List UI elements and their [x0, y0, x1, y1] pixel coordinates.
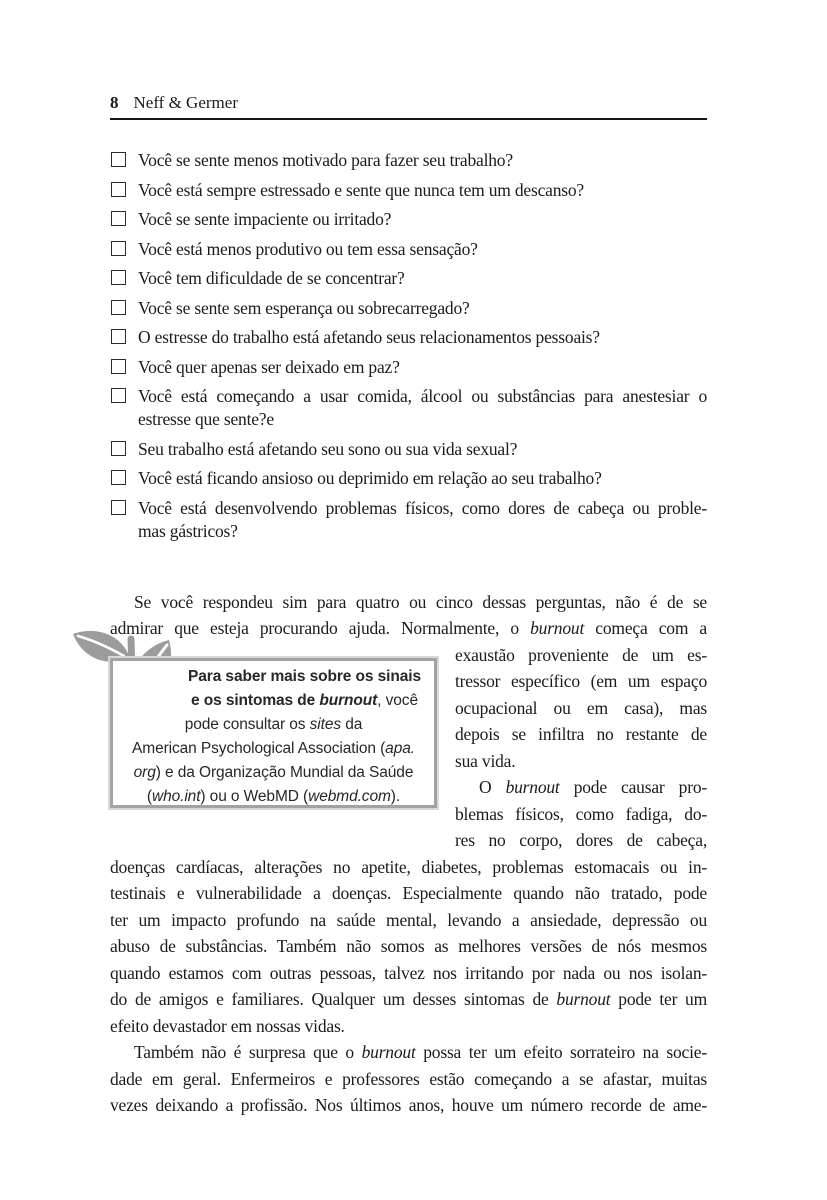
text-line: Você quer apenas ser deixado em paz?	[138, 356, 400, 377]
header-rule	[110, 118, 707, 120]
text-line: ocupacional ou em casa), mas	[455, 697, 707, 718]
text-line: abuso de substâncias. Também não somos as melhores versões de nós mesmos	[110, 936, 707, 956]
checklist-item-text	[138, 497, 707, 543]
checkbox-icon[interactable]	[111, 500, 126, 515]
text-line: estresse que sente?e	[138, 409, 274, 429]
checklist-item	[110, 467, 707, 490]
checkbox-icon[interactable]	[111, 441, 126, 456]
checkbox-icon[interactable]	[111, 182, 126, 197]
text-line: doenças cardíacas, alterações no apetite, diabetes, problemas estomacais ou in-	[110, 856, 707, 877]
checkbox-icon[interactable]	[111, 270, 126, 285]
text-line: blemas físicos, como fadiga, do-	[455, 803, 707, 824]
checkbox-icon[interactable]	[111, 359, 126, 374]
checkbox-icon[interactable]	[111, 300, 126, 315]
text-line: O estresse do trabalho está afetando seus relacionamentos pessoais?	[138, 327, 600, 347]
checklist-item-text	[138, 208, 707, 231]
text-line: Você se sente menos motivado para fazer seu trabalho?	[138, 150, 513, 170]
wrap-section	[110, 642, 707, 1040]
checklist-item	[110, 149, 707, 172]
text-line: Você está começando a usar comida, álcool ou substâncias para anestesiar o	[138, 386, 707, 406]
text-line: Você está desenvolvendo problemas físicos, como dores de cabeça ou proble-	[138, 497, 707, 518]
text-line: do de amigos e familiares. Qualquer um desses sintomas de burnout pode ter um	[110, 989, 707, 1009]
checkbox-icon[interactable]	[111, 388, 126, 403]
checklist-item-text	[138, 238, 707, 261]
text-line: dade em geral. Enfermeiros e professores estão começando a se afastar, muitas	[110, 1068, 707, 1089]
infobox	[110, 658, 437, 808]
checklist-item	[110, 179, 707, 202]
text-line: Você se sente impaciente ou irritado?	[138, 209, 392, 229]
checklist-item	[110, 238, 707, 261]
checklist-item	[110, 267, 707, 290]
checkbox-icon[interactable]	[111, 211, 126, 226]
checklist-item	[110, 438, 707, 461]
text-line: Se você respondeu sim para quatro ou cinco dessas perguntas, não é de se	[134, 591, 707, 612]
checklist-item	[110, 208, 707, 231]
checklist-item-text	[138, 385, 707, 431]
text-line: res no corpo, dores de cabeça,	[455, 830, 707, 850]
text-line: Você está menos produtivo ou tem essa sensação?	[138, 238, 478, 259]
text-line: (who.int) ou o WebMD (webmd.com).	[146, 787, 401, 805]
text-line: pode consultar os sites da	[184, 715, 363, 733]
checklist-item-text	[138, 149, 707, 172]
text-line: Também não é surpresa que o burnout possa ter um efeito sorrateiro na socie-	[134, 1042, 707, 1062]
checklist-item-text	[138, 438, 707, 461]
text-line: depois se infiltra no restante de	[455, 724, 707, 744]
running-title: Neff & Germer	[133, 93, 238, 112]
checkbox-icon[interactable]	[111, 152, 126, 167]
text-line: ter um impacto profundo na saúde mental, levando a ansiedade, depressão ou	[110, 909, 707, 930]
paragraph-intro	[110, 589, 707, 642]
text-line: American Psychological Association (apa.	[132, 739, 415, 757]
checklist-item-text	[138, 267, 707, 290]
checklist-item-text	[138, 179, 707, 202]
checklist-item	[110, 326, 707, 349]
checklist-item	[110, 497, 707, 543]
page-header	[110, 93, 707, 113]
text-line: Você está ficando ansioso ou deprimido em relação ao seu trabalho?	[138, 468, 602, 488]
text-line: quando estamos com outras pessoas, talvez nos irritando por nada ou nos isolan-	[110, 962, 707, 983]
paragraph-after-box	[110, 854, 707, 1040]
text-line: Seu trabalho está afetando seu sono ou sua vida sexual?	[138, 438, 518, 459]
infobox-float	[110, 642, 455, 848]
checklist-item	[110, 356, 707, 379]
text-line: e os sintomas de burnout, você	[191, 691, 418, 709]
paragraph-society	[110, 1039, 707, 1119]
text-line: Para saber mais sobre os sinais	[188, 667, 421, 685]
checkbox-icon[interactable]	[111, 241, 126, 256]
text-line: org) e da Organização Mundial da Saúde	[133, 763, 414, 781]
page-number: 8	[110, 93, 119, 112]
text-line: sua vida.	[455, 750, 516, 771]
text-line: efeito devastador em nossas vidas.	[110, 1015, 345, 1036]
checklist-item	[110, 297, 707, 320]
text-line: Você está sempre estressado e sente que nunca tem um descanso?	[138, 179, 585, 200]
text-line: vezes deixando a profissão. Nos últimos anos, houve um número recorde de ame-	[110, 1095, 707, 1115]
text-line: admirar que esteja procurando ajuda. Normalmente, o burnout começa com a	[110, 618, 707, 638]
text-line: O burnout pode causar pro-	[479, 777, 707, 797]
checklist-item-text	[138, 297, 707, 320]
checkbox-icon[interactable]	[111, 470, 126, 485]
checklist-item-text	[138, 356, 707, 379]
text-line: exaustão proveniente de um es-	[455, 644, 707, 665]
text-line: Você se sente sem esperança ou sobrecarregado?	[138, 297, 470, 318]
text-line: Você tem dificuldade de se concentrar?	[138, 268, 405, 288]
text-line: mas gástricos?	[138, 520, 238, 541]
text-line: tressor específico (em um espaço	[455, 671, 707, 691]
checkbox-icon[interactable]	[111, 329, 126, 344]
text-line: testinais e vulnerabilidade a doenças. Especialmente quando não tratado, pode	[110, 883, 707, 903]
checklist-item	[110, 385, 707, 431]
burnout-symptom-checklist	[110, 149, 707, 543]
checklist-item-text	[138, 467, 707, 490]
checklist-item-text	[138, 326, 707, 349]
